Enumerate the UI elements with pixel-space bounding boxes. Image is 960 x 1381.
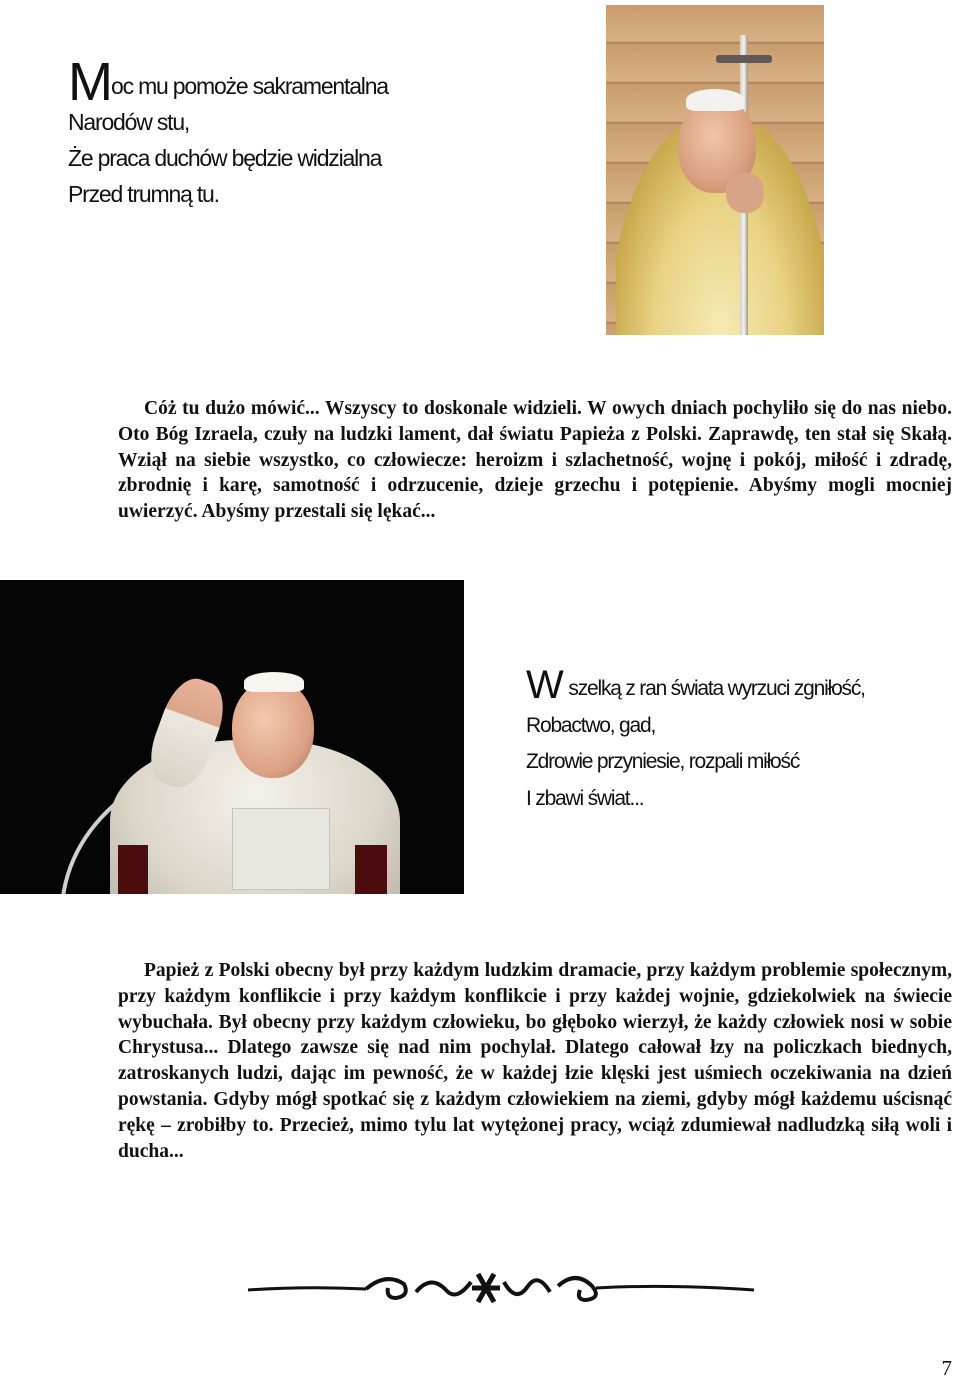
paragraph-text: Cóż tu dużo mówić... Wszyscy to doskonale widzieli. W owych dniach pochyliło się do nas niebo. Oto Bóg Izraela, czuły na ludzki lament, dał światu Papieża z Polski. Zaprawdę, ten stał się Skałą. Wziął na siebie wszystko, co człowiecze: heroizm i szlachetność, wojnę i pokój, miłość i zdradę, zbrodnię i karę, samotność i odrzucenie, dzieje grzechu i potępienie. Abyśmy mogli mocniej uwierzyć. Abyśmy przestali się lękać... (118, 398, 952, 523)
poem-line: Robactwo, gad, (526, 713, 656, 737)
crosier-cross-shape (716, 55, 772, 63)
body-paragraph-2 (118, 958, 952, 1164)
page-number: 7 (941, 1356, 952, 1380)
poem-line (68, 52, 588, 112)
poem-line-text: oc mu pomoże sakramentalna (110, 73, 388, 99)
drop-cap: W (526, 663, 564, 707)
poem-stanza-2 (526, 663, 960, 817)
body-paragraph-1 (118, 396, 952, 525)
pope-waving-photo (0, 580, 464, 894)
ornament-divider-icon (246, 1262, 756, 1312)
chair-shape (355, 845, 387, 894)
paper-sheet-shape (232, 808, 330, 890)
poem-line-text: szelką z ran świata wyrzuci zgniłość, (563, 677, 865, 700)
poem-line: Zdrowie przyniesie, rozpali miłość (526, 750, 800, 773)
drop-cap: M (68, 52, 111, 112)
poem-line: Przed trumną tu. (68, 181, 219, 207)
hand-shape (726, 173, 764, 213)
zucchetto-shape (244, 672, 304, 692)
poem-line: Że praca duchów będzie widzialna (68, 145, 382, 171)
poem-line (526, 663, 960, 708)
zucchetto-shape (686, 89, 744, 111)
poem-line: Narodów stu, (68, 109, 190, 135)
pope-with-crosier-photo (606, 5, 824, 335)
paragraph-text: Papież z Polski obecny był przy każdym ludzkim dramacie, przy każdym problemie społecznym, przy każdym konflikcie i przy każdym konflikcie i przy każdej wojnie, gdziekolwiek na świecie wybuchała. Był obecny przy każdym człowieku, bo głęboko wierzył, że każdy człowiek nosi w sobie Chrystusa... Dlatego zawsze się nad nim pochylał. Dlatego całował łzy na policzkach biednych, zatroskanych ludzi, dając im pewność, że w każdej łzie klęski jest uśmiech oczekiwania na dzień powstania. Gdyby mógł spotkać się z każdym człowiekiem na ziemi, gdyby mógł każdemu uścisnąć rękę – zrobiłby to. Przecież, mimo tylu lat wytężonej pracy, wciąż zdumiewał nadludzką siłą woli i ducha... (118, 960, 952, 1162)
chair-shape (118, 845, 148, 894)
face-shape (232, 680, 314, 778)
poem-stanza-1 (68, 52, 588, 212)
poem-line: I zbawi świat... (526, 786, 644, 810)
